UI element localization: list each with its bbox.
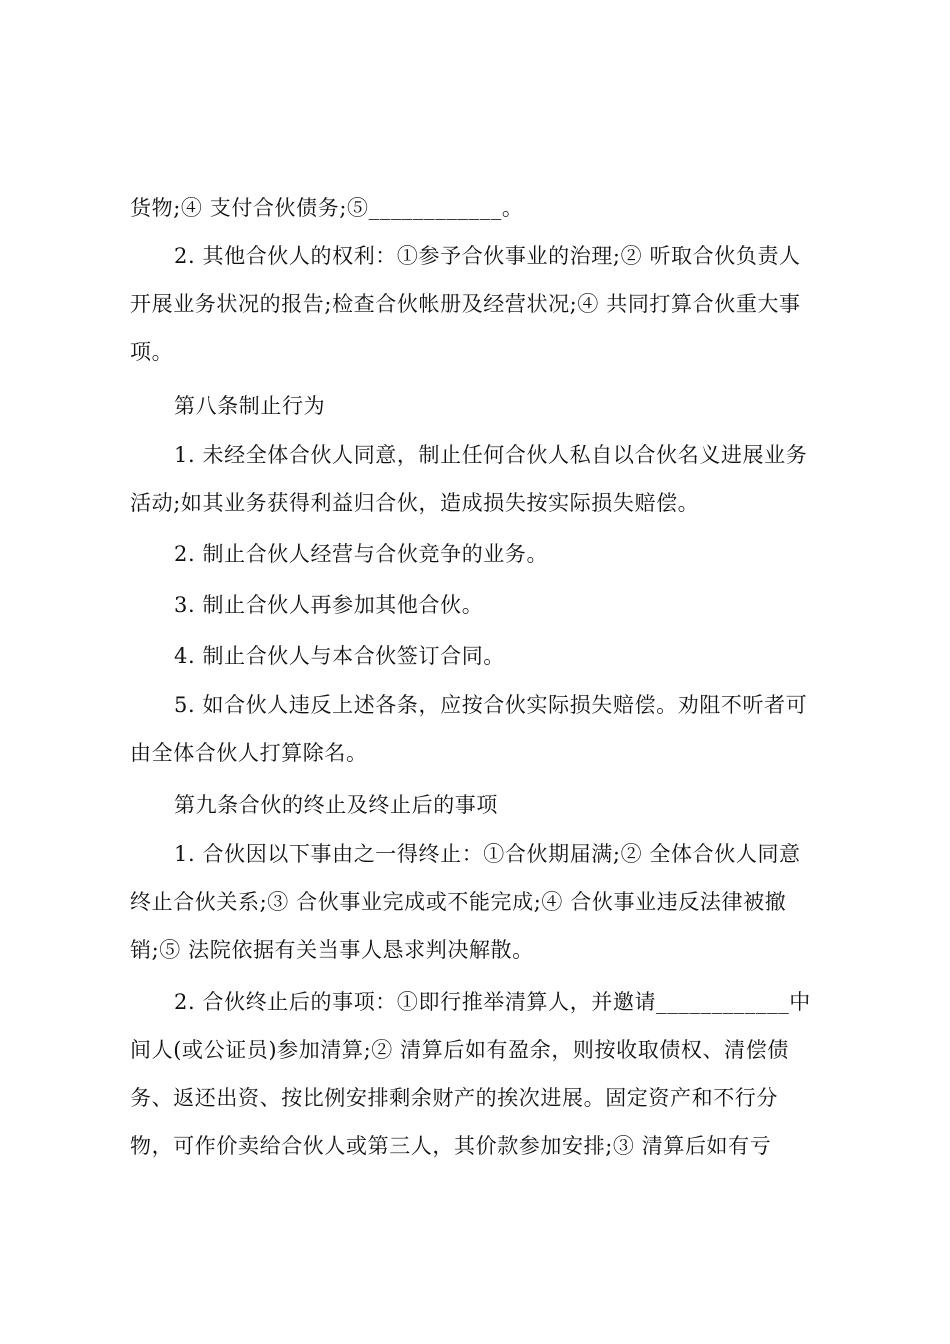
- text-line: 2. 合伙终止后的事项：①即行推举清算人，并邀请____________中: [174, 990, 811, 1014]
- text-line: 2. 其他合伙人的权利：①参予合伙事业的治理;② 听取合伙负责人: [174, 244, 801, 268]
- section-heading: 第九条合伙的终止及终止后的事项: [174, 793, 498, 817]
- text-line: 3. 制止合伙人再参加其他合伙。: [174, 593, 484, 617]
- text-line: 由全体合伙人打算除名。: [130, 741, 368, 765]
- text-line: 货物;④ 支付合伙债务;⑤____________。: [130, 196, 524, 220]
- text-line: 1. 未经全体合伙人同意，制止任何合伙人私自以合伙名义进展业务: [174, 443, 808, 467]
- text-line: 1. 合伙因以下事由之一得终止：①合伙期届满;② 全体合伙人同意: [174, 842, 801, 866]
- text-line: 2. 制止合伙人经营与合伙竞争的业务。: [174, 542, 549, 566]
- text-line: 活动;如其业务获得利益归合伙，造成损失按实际损失赔偿。: [130, 491, 700, 515]
- text-line: 5. 如合伙人违反上述各条，应按合伙实际损失赔偿。劝阻不听者可: [174, 693, 808, 717]
- text-line: 间人(或公证员)参加清算;② 清算后如有盈余，则按收取债权、清偿债: [130, 1038, 789, 1062]
- text-line: 4. 制止合伙人与本合伙签订合同。: [174, 644, 505, 668]
- text-line: 务、返还出资、按比例安排剩余财产的挨次进展。固定资产和不行分: [130, 1086, 778, 1110]
- section-heading: 第八条制止行为: [174, 394, 326, 418]
- text-line: 开展业务状况的报告;检查合伙帐册及经营状况;④ 共同打算合伙重大事: [130, 292, 801, 316]
- text-line: 项。: [130, 340, 174, 364]
- text-line: 销;⑤ 法院依据有关当事人恳求判决解散。: [130, 938, 534, 962]
- text-line: 物，可作价卖给合伙人或第三人，其价款参加安排;③ 清算后如有亏: [130, 1134, 772, 1158]
- text-line: 终止合伙关系;③ 合伙事业完成或不能完成;④ 合伙事业违反法律被撤: [130, 890, 787, 914]
